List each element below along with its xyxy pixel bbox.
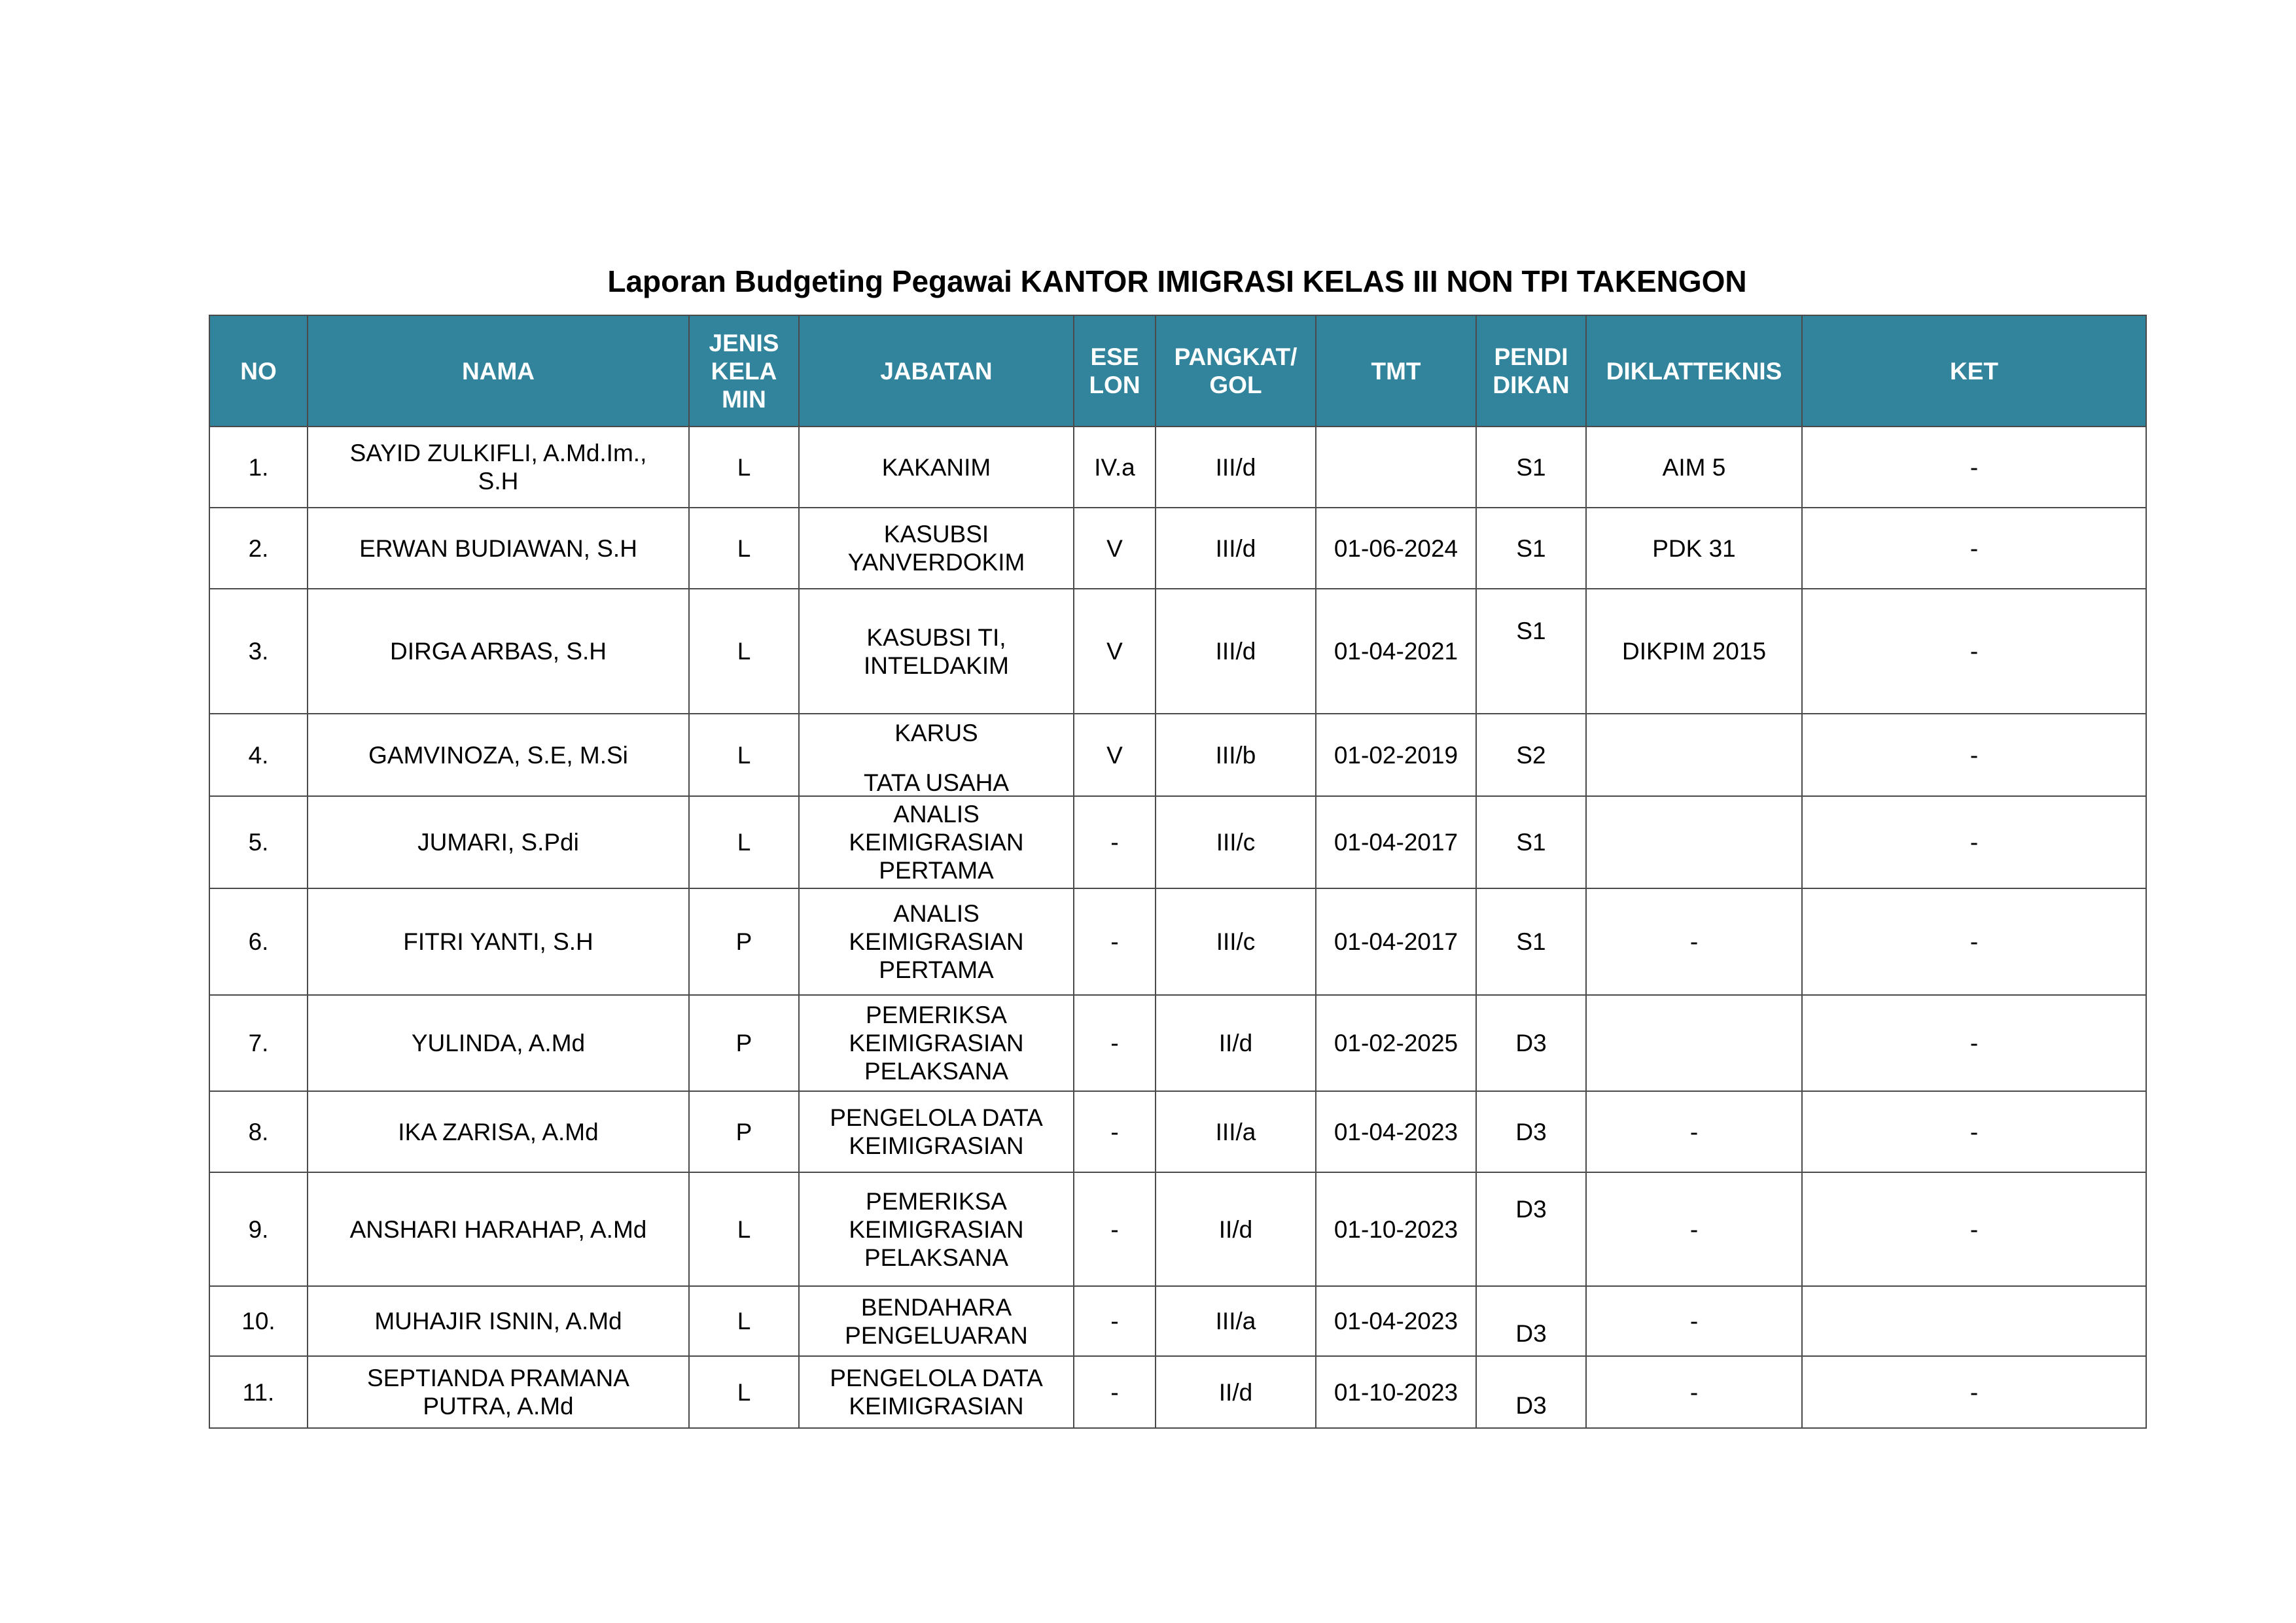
cell-tmt: 01-04-2017: [1316, 796, 1476, 888]
cell-pendidikan: S1: [1476, 589, 1586, 714]
cell-nama: IKA ZARISA, A.Md: [308, 1091, 689, 1172]
cell-jabatan: PENGELOLA DATA KEIMIGRASIAN: [799, 1356, 1074, 1428]
cell-pendidikan: D3: [1476, 1172, 1586, 1286]
cell-jenis-kelamin: L: [689, 796, 799, 888]
cell-eselon: -: [1074, 1286, 1156, 1356]
cell-tmt: 01-04-2023: [1316, 1286, 1476, 1356]
cell-jabatan: KASUBSI YANVERDOKIM: [799, 508, 1074, 589]
cell-diklat: -: [1586, 1356, 1802, 1428]
cell-tmt: 01-04-2023: [1316, 1091, 1476, 1172]
cell-ket: -: [1802, 1172, 2146, 1286]
cell-no: 5.: [209, 796, 308, 888]
cell-tmt: 01-10-2023: [1316, 1172, 1476, 1286]
cell-eselon: -: [1074, 1091, 1156, 1172]
table-row: [209, 1286, 2146, 1356]
cell-jabatan: ANALIS KEIMIGRASIAN PERTAMA: [799, 796, 1074, 888]
cell-eselon: -: [1074, 1172, 1156, 1286]
cell-nama: YULINDA, A.Md: [308, 995, 689, 1091]
header-eselon: ESE LON: [1074, 315, 1156, 427]
cell-tmt: 01-02-2019: [1316, 714, 1476, 796]
cell-jenis-kelamin: L: [689, 1356, 799, 1428]
cell-diklat: PDK 31: [1586, 508, 1802, 589]
cell-jenis-kelamin: L: [689, 714, 799, 796]
cell-pangkat-gol: III/d: [1156, 427, 1316, 508]
cell-no: 3.: [209, 589, 308, 714]
cell-ket: -: [1802, 796, 2146, 888]
cell-eselon: V: [1074, 714, 1156, 796]
cell-nama: FITRI YANTI, S.H: [308, 888, 689, 995]
cell-eselon: -: [1074, 888, 1156, 995]
cell-pendidikan: S2: [1476, 714, 1586, 796]
cell-jabatan: KASUBSI TI, INTELDAKIM: [799, 589, 1074, 714]
cell-no: 2.: [209, 508, 308, 589]
cell-pendidikan: D3: [1476, 1356, 1586, 1428]
cell-pangkat-gol: III/c: [1156, 796, 1316, 888]
cell-tmt: 01-06-2024: [1316, 508, 1476, 589]
cell-nama: MUHAJIR ISNIN, A.Md: [308, 1286, 689, 1356]
cell-jenis-kelamin: P: [689, 888, 799, 995]
table-row: [209, 427, 2146, 508]
cell-jenis-kelamin: L: [689, 508, 799, 589]
cell-ket: -: [1802, 888, 2146, 995]
header-jabatan: JABATAN: [799, 315, 1074, 427]
cell-no: 11.: [209, 1356, 308, 1428]
cell-ket: -: [1802, 508, 2146, 589]
cell-pendidikan: D3: [1476, 1091, 1586, 1172]
cell-pangkat-gol: III/a: [1156, 1091, 1316, 1172]
cell-nama: SAYID ZULKIFLI, A.Md.Im., S.H: [308, 427, 689, 508]
cell-diklat: -: [1586, 888, 1802, 995]
cell-tmt: 01-02-2025: [1316, 995, 1476, 1091]
cell-jabatan: PEMERIKSA KEIMIGRASIAN PELAKSANA: [799, 1172, 1074, 1286]
cell-diklat: [1586, 796, 1802, 888]
cell-nama: DIRGA ARBAS, S.H: [308, 589, 689, 714]
cell-tmt: 01-04-2021: [1316, 589, 1476, 714]
cell-tmt: [1316, 427, 1476, 508]
cell-pangkat-gol: III/d: [1156, 508, 1316, 589]
cell-no: 4.: [209, 714, 308, 796]
cell-jenis-kelamin: P: [689, 995, 799, 1091]
cell-diklat: DIKPIM 2015: [1586, 589, 1802, 714]
cell-nama: ERWAN BUDIAWAN, S.H: [308, 508, 689, 589]
header-nama: NAMA: [308, 315, 689, 427]
cell-jenis-kelamin: L: [689, 427, 799, 508]
cell-ket: -: [1802, 1356, 2146, 1428]
cell-pendidikan: D3: [1476, 995, 1586, 1091]
cell-ket: -: [1802, 1091, 2146, 1172]
cell-eselon: -: [1074, 1356, 1156, 1428]
cell-jenis-kelamin: L: [689, 1286, 799, 1356]
cell-pendidikan: S1: [1476, 796, 1586, 888]
employee-table: [209, 315, 2147, 1429]
header-jenis-kelamin: JENIS KELA MIN: [689, 315, 799, 427]
cell-nama: SEPTIANDA PRAMANA PUTRA, A.Md: [308, 1356, 689, 1428]
cell-pangkat-gol: II/d: [1156, 1356, 1316, 1428]
table-row: [209, 888, 2146, 995]
cell-no: 6.: [209, 888, 308, 995]
cell-eselon: V: [1074, 508, 1156, 589]
cell-pangkat-gol: II/d: [1156, 995, 1316, 1091]
cell-eselon: -: [1074, 796, 1156, 888]
cell-ket: -: [1802, 589, 2146, 714]
cell-eselon: V: [1074, 589, 1156, 714]
cell-pangkat-gol: III/a: [1156, 1286, 1316, 1356]
cell-diklat: AIM 5: [1586, 427, 1802, 508]
cell-diklat: -: [1586, 1091, 1802, 1172]
cell-tmt: 01-04-2017: [1316, 888, 1476, 995]
cell-pangkat-gol: II/d: [1156, 1172, 1316, 1286]
cell-no: 9.: [209, 1172, 308, 1286]
cell-pangkat-gol: III/d: [1156, 589, 1316, 714]
cell-eselon: -: [1074, 995, 1156, 1091]
cell-ket: -: [1802, 714, 2146, 796]
cell-pendidikan: D3: [1476, 1286, 1586, 1356]
cell-jabatan: PENGELOLA DATA KEIMIGRASIAN: [799, 1091, 1074, 1172]
cell-ket: [1802, 1286, 2146, 1356]
cell-diklat: [1586, 714, 1802, 796]
cell-pendidikan: S1: [1476, 427, 1586, 508]
table-row: [209, 714, 2146, 796]
header-pendidikan: PENDI DIKAN: [1476, 315, 1586, 427]
cell-no: 8.: [209, 1091, 308, 1172]
cell-diklat: -: [1586, 1172, 1802, 1286]
cell-diklat: -: [1586, 1286, 1802, 1356]
page-title: Laporan Budgeting Pegawai KANTOR IMIGRASI KELAS III NON TPI TAKENGON: [607, 264, 1747, 298]
table-row: [209, 1172, 2146, 1286]
cell-pangkat-gol: III/c: [1156, 888, 1316, 995]
header-pangkat-gol: PANGKAT/ GOL: [1156, 315, 1316, 427]
cell-tmt: 01-10-2023: [1316, 1356, 1476, 1428]
cell-diklat: [1586, 995, 1802, 1091]
cell-jabatan: BENDAHARA PENGELUARAN: [799, 1286, 1074, 1356]
table-row: [209, 796, 2146, 888]
cell-nama: JUMARI, S.Pdi: [308, 796, 689, 888]
cell-pendidikan: S1: [1476, 888, 1586, 995]
cell-no: 10.: [209, 1286, 308, 1356]
cell-pangkat-gol: III/b: [1156, 714, 1316, 796]
cell-ket: -: [1802, 995, 2146, 1091]
cell-ket: -: [1802, 427, 2146, 508]
cell-jabatan: KAKANIM: [799, 427, 1074, 508]
cell-jenis-kelamin: P: [689, 1091, 799, 1172]
table-row: [209, 508, 2146, 589]
cell-jabatan: PEMERIKSA KEIMIGRASIAN PELAKSANA: [799, 995, 1074, 1091]
cell-nama: ANSHARI HARAHAP, A.Md: [308, 1172, 689, 1286]
header-ket: KET: [1802, 315, 2146, 427]
cell-jabatan: KARUS TATA USAHA: [799, 714, 1074, 796]
cell-no: 1.: [209, 427, 308, 508]
table-row: [209, 589, 2146, 714]
header-diklat-teknis: DIKLATTEKNIS: [1586, 315, 1802, 427]
cell-nama: GAMVINOZA, S.E, M.Si: [308, 714, 689, 796]
header-tmt: TMT: [1316, 315, 1476, 427]
table-row: [209, 995, 2146, 1091]
cell-pendidikan: S1: [1476, 508, 1586, 589]
cell-eselon: IV.a: [1074, 427, 1156, 508]
cell-no: 7.: [209, 995, 308, 1091]
table-row: [209, 1091, 2146, 1172]
cell-jabatan: ANALIS KEIMIGRASIAN PERTAMA: [799, 888, 1074, 995]
cell-jenis-kelamin: L: [689, 1172, 799, 1286]
header-no: NO: [209, 315, 308, 427]
cell-jenis-kelamin: L: [689, 589, 799, 714]
table-header-row: [209, 315, 2146, 427]
table-row: [209, 1356, 2146, 1428]
